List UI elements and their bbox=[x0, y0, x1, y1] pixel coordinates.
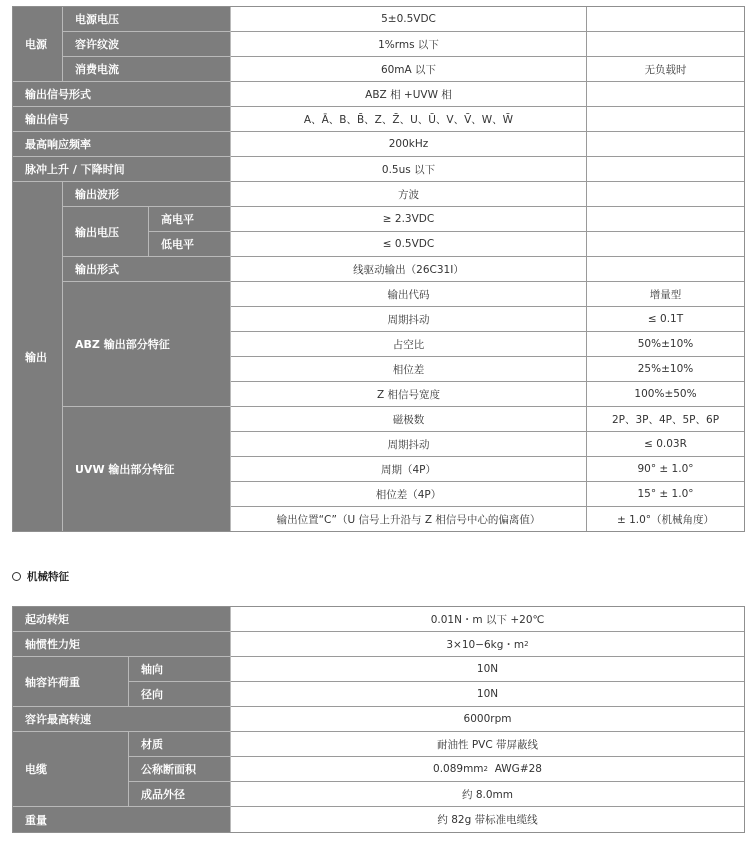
cable-label: 电缆 bbox=[13, 732, 129, 807]
abz-row-value: 增量型 bbox=[587, 282, 744, 307]
cross-section-sup: 2 bbox=[483, 765, 489, 773]
inertia-value-sup: 2 bbox=[524, 640, 529, 648]
radial-label: 径向 bbox=[129, 682, 231, 707]
abz-row-value: 50%±10% bbox=[587, 332, 744, 357]
output-signals-note bbox=[587, 107, 744, 132]
rise-fall-label: 脉冲上升 / 下降时间 bbox=[13, 157, 231, 182]
abz-row-name: Z 相信号宽度 bbox=[231, 382, 587, 407]
signal-form-value: ABZ 相 +UVW 相 bbox=[231, 82, 587, 107]
abz-row-name: 相位差 bbox=[231, 357, 587, 382]
output-form-note bbox=[587, 257, 744, 282]
cross-section-label: 公称断面积 bbox=[129, 757, 231, 782]
mechanical-section-heading bbox=[12, 569, 69, 584]
axial-value: 10N bbox=[231, 657, 744, 682]
section-title: 机械特征 bbox=[27, 571, 69, 583]
inertia-value bbox=[231, 632, 744, 657]
uvw-row-name: 磁极数 bbox=[231, 407, 587, 432]
uvw-row-value: ± 1.0°（机械角度） bbox=[587, 507, 744, 531]
diameter-label: 成品外径 bbox=[129, 782, 231, 807]
waveform-note bbox=[587, 182, 744, 207]
high-level-label: 高电平 bbox=[149, 207, 231, 232]
axial-label: 轴向 bbox=[129, 657, 231, 682]
signal-form-note bbox=[587, 82, 744, 107]
uvw-row-name: 周期（4P） bbox=[231, 457, 587, 482]
max-speed-label: 容许最高转速 bbox=[13, 707, 231, 732]
abz-row-value: 25%±10% bbox=[587, 357, 744, 382]
cross-section-value-b: AWG#28 bbox=[488, 763, 542, 775]
abz-row-name: 占空比 bbox=[231, 332, 587, 357]
mechanical-spec-table bbox=[12, 606, 745, 833]
uvw-row-name: 周期抖动 bbox=[231, 432, 587, 457]
high-level-value: ≥ 2.3VDC bbox=[231, 207, 587, 232]
cross-section-value-a: 0.089mm bbox=[433, 763, 484, 775]
abz-row-value: ≤ 0.1T bbox=[587, 307, 744, 332]
output-voltage-label: 输出电压 bbox=[63, 207, 149, 257]
weight-label: 重量 bbox=[13, 807, 231, 832]
max-freq-note bbox=[587, 132, 744, 157]
rise-fall-note bbox=[587, 157, 744, 182]
uvw-section-label: UVW 输出部分特征 bbox=[63, 407, 231, 531]
waveform-value: 方波 bbox=[231, 182, 587, 207]
rise-fall-value: 0.5us 以下 bbox=[231, 157, 587, 182]
ripple-note bbox=[587, 32, 744, 57]
waveform-label: 输出波形 bbox=[63, 182, 231, 207]
inertia-value-text: 3×10−6kg・m bbox=[446, 638, 525, 651]
abz-row-name: 输出代码 bbox=[231, 282, 587, 307]
output-form-label: 输出形式 bbox=[63, 257, 231, 282]
low-level-value: ≤ 0.5VDC bbox=[231, 232, 587, 257]
ripple-value: 1%rms 以下 bbox=[231, 32, 587, 57]
abz-row-name: 周期抖动 bbox=[231, 307, 587, 332]
radial-value: 10N bbox=[231, 682, 744, 707]
abz-section-label: ABZ 输出部分特征 bbox=[63, 282, 231, 407]
inertia-label: 轴惯性力矩 bbox=[13, 632, 231, 657]
abz-row-value: 100%±50% bbox=[587, 382, 744, 407]
output-group-header: 输出 bbox=[13, 182, 63, 531]
current-value: 60mA 以下 bbox=[231, 57, 587, 82]
power-group-header: 电源 bbox=[13, 7, 63, 82]
shaft-load-label: 轴容许荷重 bbox=[13, 657, 129, 707]
signal-form-label: 输出信号形式 bbox=[13, 82, 231, 107]
uvw-row-value: ≤ 0.03R bbox=[587, 432, 744, 457]
output-form-value: 线驱动输出（26C31I） bbox=[231, 257, 587, 282]
cross-section-value bbox=[231, 757, 744, 782]
high-level-note bbox=[587, 207, 744, 232]
power-voltage-value: 5±0.5VDC bbox=[231, 7, 587, 32]
uvw-row-name: 输出位置“C”（U 信号上升沿与 Z 相信号中心的偏离值） bbox=[231, 507, 587, 531]
current-label: 消费电流 bbox=[63, 57, 231, 82]
electrical-spec-table bbox=[12, 6, 745, 532]
max-speed-value: 6000rpm bbox=[231, 707, 744, 732]
uvw-row-name: 相位差（4P） bbox=[231, 482, 587, 507]
torque-value: 0.01N・m 以下 +20℃ bbox=[231, 607, 744, 632]
current-note: 无负载时 bbox=[587, 57, 744, 82]
material-value: 耐油性 PVC 带屏蔽线 bbox=[231, 732, 744, 757]
uvw-row-value: 2P、3P、4P、5P、6P bbox=[587, 407, 744, 432]
output-signals-value: A、Ā、B、B̄、Z、Z̄、U、Ū、V、V̄、W、W̄ bbox=[231, 107, 587, 132]
output-signals-label: 输出信号 bbox=[13, 107, 231, 132]
uvw-row-value: 90° ± 1.0° bbox=[587, 457, 744, 482]
circle-bullet-icon bbox=[12, 572, 21, 581]
low-level-label: 低电平 bbox=[149, 232, 231, 257]
weight-value: 约 82g 带标准电缆线 bbox=[231, 807, 744, 832]
low-level-note bbox=[587, 232, 744, 257]
uvw-row-value: 15° ± 1.0° bbox=[587, 482, 744, 507]
power-voltage-label: 电源电压 bbox=[63, 7, 231, 32]
diameter-value: 约 8.0mm bbox=[231, 782, 744, 807]
material-label: 材质 bbox=[129, 732, 231, 757]
max-freq-label: 最高响应频率 bbox=[13, 132, 231, 157]
ripple-label: 容许纹波 bbox=[63, 32, 231, 57]
max-freq-value: 200kHz bbox=[231, 132, 587, 157]
torque-label: 起动转矩 bbox=[13, 607, 231, 632]
power-voltage-note bbox=[587, 7, 744, 32]
